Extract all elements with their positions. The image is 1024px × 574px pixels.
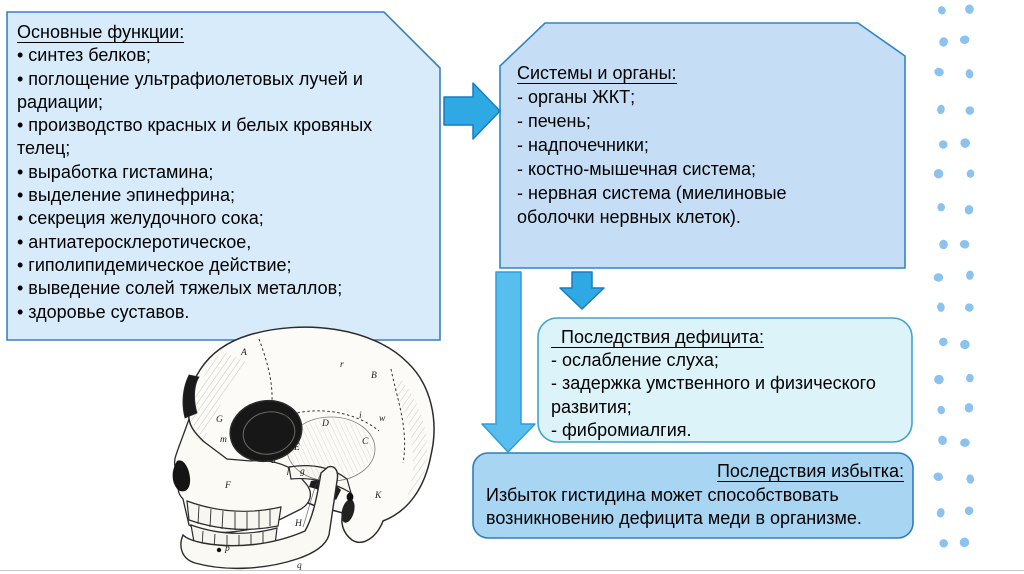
text-line: - ослабление слуха; [551, 350, 719, 371]
svg-text:G: G [216, 415, 223, 425]
svg-text:D: D [322, 419, 329, 429]
function-box-text [17, 21, 432, 324]
svg-text:p: p [225, 544, 230, 554]
svg-text:q: q [297, 561, 302, 571]
text-line: - печень; [517, 111, 591, 131]
decor-dots [932, 4, 975, 548]
svg-text:f: f [287, 466, 290, 476]
svg-text:H: H [295, 519, 302, 529]
svg-text:b: b [284, 410, 289, 420]
svg-text:w: w [379, 414, 386, 424]
svg-text:C: C [362, 437, 369, 447]
text-line: • синтез белков; [17, 45, 151, 66]
deficiency-box-text [551, 326, 906, 442]
text-line: • антиатеросклеротическое, [17, 231, 252, 252]
text-line: - фибромиалгия. [551, 419, 692, 440]
text-line: - костно-мышечная система; [517, 159, 757, 179]
svg-text:m: m [220, 435, 227, 445]
systems-box-heading: Системы и органы: [517, 63, 677, 83]
arrow-down-long-icon [482, 272, 535, 452]
text-line: телец; [17, 138, 71, 159]
svg-text:a: a [178, 461, 183, 471]
text-line: оболочки нервных клеток). [517, 207, 741, 227]
arrow-down-short-icon [560, 272, 604, 309]
text-line: • выведение солей тяжелых металлов; [17, 278, 343, 299]
text-line: радиации; [17, 91, 104, 112]
svg-text:K: K [375, 491, 382, 501]
text-line: • гиполипидемическое действие; [17, 254, 292, 275]
svg-text:g: g [300, 467, 305, 477]
text-line: • секреция желудочного сока; [17, 208, 264, 229]
text-line: - органы ЖКТ; [517, 87, 636, 107]
deficiency-box-heading: Последствия дефицита: [551, 327, 764, 347]
svg-text:i: i [359, 411, 362, 421]
text-line: • производство красных и белых кровяных [17, 115, 373, 136]
text-line: - нервная система (миелиновые [517, 183, 787, 203]
slide-edge-line [0, 570, 1024, 571]
svg-text:r: r [340, 360, 344, 370]
text-line: Избыток гистидина может способствовать [486, 484, 839, 505]
arrow-right-icon [444, 83, 500, 139]
text-line: • поглощение ультрафиолетовых лучей и [17, 68, 363, 89]
function-box-heading: Основные функции: [17, 22, 185, 42]
svg-text:A: A [241, 348, 247, 358]
text-line: развития; [551, 396, 632, 417]
text-line: - задержка умственного и физического [551, 373, 876, 394]
svg-text:F: F [225, 481, 231, 491]
excess-box-text [486, 460, 904, 531]
text-line: • выработка гистамина; [17, 161, 214, 182]
systems-box-text [517, 61, 897, 229]
svg-text:d: d [271, 456, 276, 466]
skull-illustration [163, 320, 443, 572]
text-line: • выделение эпинефрина; [17, 185, 236, 206]
excess-box-heading: Последствия избытка: [716, 461, 904, 481]
text-line: возникновению дефицита меди в организме. [486, 508, 862, 528]
svg-text:E: E [294, 443, 300, 453]
text-line: • здоровье суставов. [17, 301, 190, 322]
text-line: - надпочечники; [517, 135, 649, 155]
svg-text:B: B [371, 371, 377, 381]
